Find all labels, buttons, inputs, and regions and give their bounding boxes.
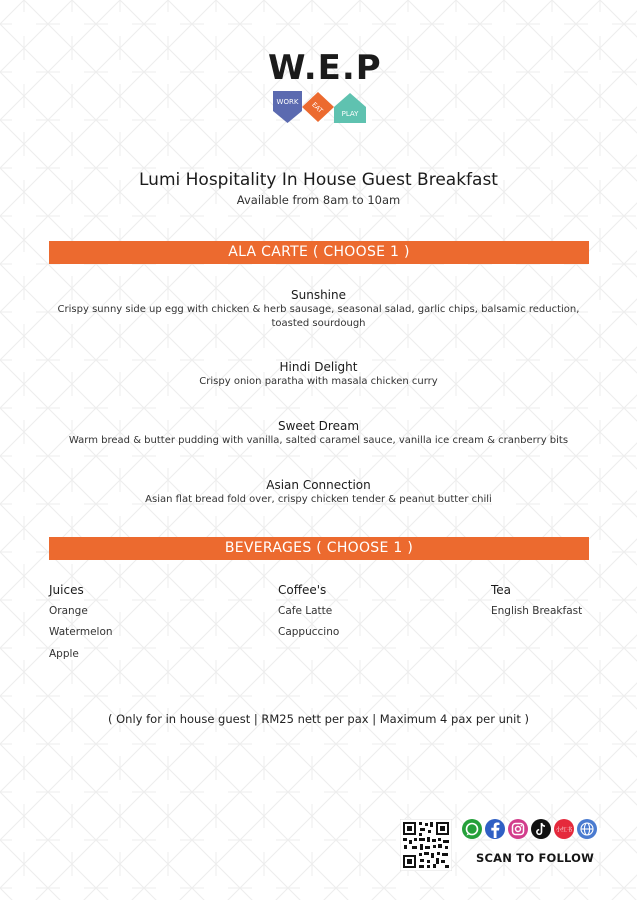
social-icons-row [461, 818, 601, 842]
menu-item-desc-sunshine-line1: Crispy sunny side up egg with chicken & herb sausage, seasonal salad, garlic chips, balsamic reduction, [57, 304, 580, 315]
beverage-item: English Breakfast [491, 605, 583, 617]
beverage-column-title-juices: Juices [49, 583, 84, 597]
menu-item-desc-asian-connection: Asian flat bread fold over, crispy chicken tender & peanut butter chili [145, 494, 492, 505]
menu-item-name-sunshine: Sunshine [290, 288, 346, 302]
facebook-icon[interactable] [485, 819, 505, 839]
logo-tag-work: WORK [276, 98, 299, 106]
instagram-icon[interactable] [508, 819, 528, 839]
menu-item-name-sweet-dream: Sweet Dream [277, 419, 360, 433]
beverage-item: Apple [49, 648, 79, 660]
beverage-item: Orange [49, 605, 88, 617]
beverage-column-title-coffees: Coffee's [278, 583, 327, 597]
menu-item-name-asian-connection: Asian Connection [266, 478, 371, 492]
whatsapp-icon[interactable] [462, 819, 482, 839]
brand-logo-title: W.E.P [268, 48, 382, 88]
tiktok-icon[interactable] [531, 819, 551, 839]
xiaohongshu-icon[interactable] [554, 819, 574, 839]
pricing-terms-note: ( Only for in house guest | RM25 nett per pax | Maximum 4 pax per unit ) [107, 712, 530, 726]
logo-tag-play: PLAY [341, 110, 359, 118]
menu-item-desc-hindi-delight: Crispy onion paratha with masala chicken curry [199, 376, 438, 387]
menu-item-name-hindi-delight: Hindi Delight [279, 360, 358, 374]
logo-tag-eat: EAT [310, 100, 325, 115]
website-globe-icon[interactable] [577, 819, 597, 839]
beverage-item: Watermelon [49, 626, 113, 638]
beverage-item: Cafe Latte [278, 605, 333, 617]
qr-code[interactable] [400, 819, 452, 871]
availability-text: Available from 8am to 10am [236, 193, 401, 207]
svg-text:小红书: 小红书 [555, 827, 573, 834]
beverages-heading: BEVERAGES ( CHOOSE 1 ) [49, 537, 589, 560]
beverage-column-title-tea: Tea [491, 583, 512, 597]
ala-carte-heading: ALA CARTE ( CHOOSE 1 ) [49, 241, 589, 264]
scan-to-follow-label: SCAN TO FOLLOW [476, 851, 595, 865]
page-title: Lumi Hospitality In House Guest Breakfast [139, 170, 498, 190]
menu-item-desc-sweet-dream: Warm bread & butter pudding with vanilla, salted caramel sauce, vanilla ice cream & cranberry bits [68, 435, 569, 446]
brand-logo-marks [272, 89, 368, 125]
beverage-item: Cappuccino [278, 626, 340, 638]
menu-item-desc-sunshine-line2: toasted sourdough [271, 318, 366, 329]
